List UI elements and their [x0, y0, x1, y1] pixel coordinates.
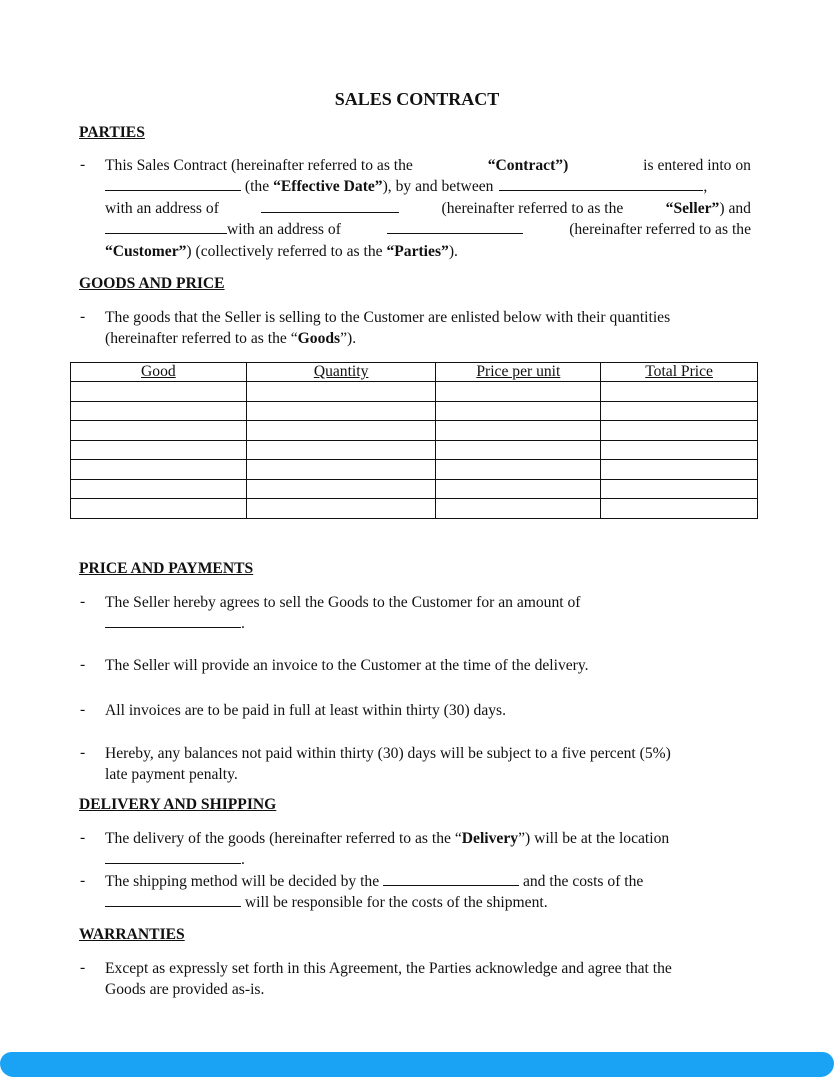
column-header-good: Good: [71, 363, 247, 382]
warranties-paragraph: Except as expressly set forth in this Agreement, the Parties acknowledge and agree that the Goods are provided as-is.: [105, 960, 672, 999]
goods-paragraph: [105, 307, 751, 350]
section-heading-parties: PARTIES: [79, 124, 145, 141]
seller-address-blank[interactable]: [261, 198, 399, 213]
table-row: [71, 421, 758, 441]
table-cell[interactable]: [246, 499, 436, 519]
footer-bar: [0, 1052, 834, 1077]
table-cell[interactable]: [71, 479, 247, 499]
table-cell[interactable]: [436, 421, 601, 441]
delivery-shipping-paragraph: The shipping method will be decided by the and the costs of the will be responsible for the costs of the shipment.: [105, 873, 644, 912]
column-header-price-per-unit: Price per unit: [436, 363, 601, 382]
table-row: [71, 440, 758, 460]
column-header-quantity: Quantity: [246, 363, 436, 382]
bullet-dash: -: [80, 656, 86, 673]
table-cell[interactable]: [246, 382, 436, 402]
parties-line-2: (the “Effective Date”), by and between ,: [105, 176, 751, 197]
shipping-cost-party-blank[interactable]: [105, 892, 241, 907]
goods-line-1: The goods that the Seller is selling to the Customer are enlisted below with their quantities: [105, 309, 671, 326]
bullet-dash: -: [80, 959, 86, 976]
table-cell[interactable]: [436, 479, 601, 499]
table-cell[interactable]: [71, 460, 247, 480]
table-cell[interactable]: [601, 499, 758, 519]
parties-line-1: This Sales Contract (hereinafter referred to as the “Contract”) is entered into on: [105, 157, 751, 174]
parties-line-3: with an address of (hereinafter referred to as the “Seller”) and: [105, 199, 751, 217]
payments-penalty-paragraph: Hereby, any balances not paid within thirty (30) days will be subject to a five percent (5%) late payment penalty.: [105, 745, 671, 784]
table-cell[interactable]: [71, 440, 247, 460]
table-cell[interactable]: [71, 421, 247, 441]
bullet-dash: -: [80, 701, 86, 718]
delivery-location-blank[interactable]: [105, 849, 241, 864]
payments-invoice-paragraph: The Seller will provide an invoice to the Customer at the time of the delivery.: [105, 657, 589, 674]
parties-paragraph: [105, 155, 751, 262]
section-heading-goods: GOODS AND PRICE: [79, 275, 225, 292]
table-cell[interactable]: [246, 421, 436, 441]
table-cell[interactable]: [601, 479, 758, 499]
section-heading-warranties: WARRANTIES: [79, 926, 185, 943]
party-one-name-blank[interactable]: [499, 176, 703, 191]
goods-table: [70, 362, 758, 519]
table-cell[interactable]: [436, 440, 601, 460]
bullet-dash: -: [80, 872, 86, 889]
payments-due-paragraph: All invoices are to be paid in full at least within thirty (30) days.: [105, 702, 507, 719]
parties-line-5: “Customer”) (collectively referred to as the “Parties”).: [105, 242, 458, 260]
bullet-dash: -: [80, 308, 86, 325]
table-row: [71, 382, 758, 402]
table-cell[interactable]: [601, 421, 758, 441]
amount-blank[interactable]: [105, 613, 241, 628]
table-row: [71, 499, 758, 519]
section-heading-delivery: DELIVERY AND SHIPPING: [79, 796, 277, 813]
goods-line-2: (hereinafter referred to as the “Goods”).: [105, 330, 357, 348]
bullet-dash: -: [80, 156, 86, 173]
table-row: [71, 479, 758, 499]
parties-line-4: with an address of (hereinafter referred to as the: [105, 219, 751, 240]
table-cell[interactable]: [246, 479, 436, 499]
table-cell[interactable]: [436, 499, 601, 519]
table-cell[interactable]: [71, 382, 247, 402]
effective-date-blank[interactable]: [105, 176, 241, 191]
shipping-decider-blank[interactable]: [383, 871, 519, 886]
party-two-name-blank[interactable]: [105, 219, 227, 234]
column-header-total-price: Total Price: [601, 363, 758, 382]
table-cell[interactable]: [71, 401, 247, 421]
customer-address-blank[interactable]: [387, 219, 523, 234]
table-cell[interactable]: [601, 401, 758, 421]
section-heading-payments: PRICE AND PAYMENTS: [79, 560, 254, 577]
table-cell[interactable]: [246, 460, 436, 480]
goods-table-header: [71, 363, 758, 382]
delivery-location-paragraph: The delivery of the goods (hereinafter referred to as the “Delivery”) will be at the location .: [105, 830, 670, 869]
table-cell[interactable]: [246, 401, 436, 421]
table-row: [71, 401, 758, 421]
bullet-dash: -: [80, 593, 86, 610]
table-cell[interactable]: [246, 440, 436, 460]
document-title: SALES CONTRACT: [334, 89, 500, 109]
payments-amount-paragraph: The Seller hereby agrees to sell the Goods to the Customer for an amount of .: [105, 594, 581, 633]
table-cell[interactable]: [71, 499, 247, 519]
bullet-dash: -: [80, 829, 86, 846]
table-cell[interactable]: [601, 440, 758, 460]
table-cell[interactable]: [436, 382, 601, 402]
table-cell[interactable]: [436, 401, 601, 421]
table-row: [71, 460, 758, 480]
table-cell[interactable]: [601, 382, 758, 402]
bullet-dash: -: [80, 744, 86, 761]
table-cell[interactable]: [601, 460, 758, 480]
table-cell[interactable]: [436, 460, 601, 480]
